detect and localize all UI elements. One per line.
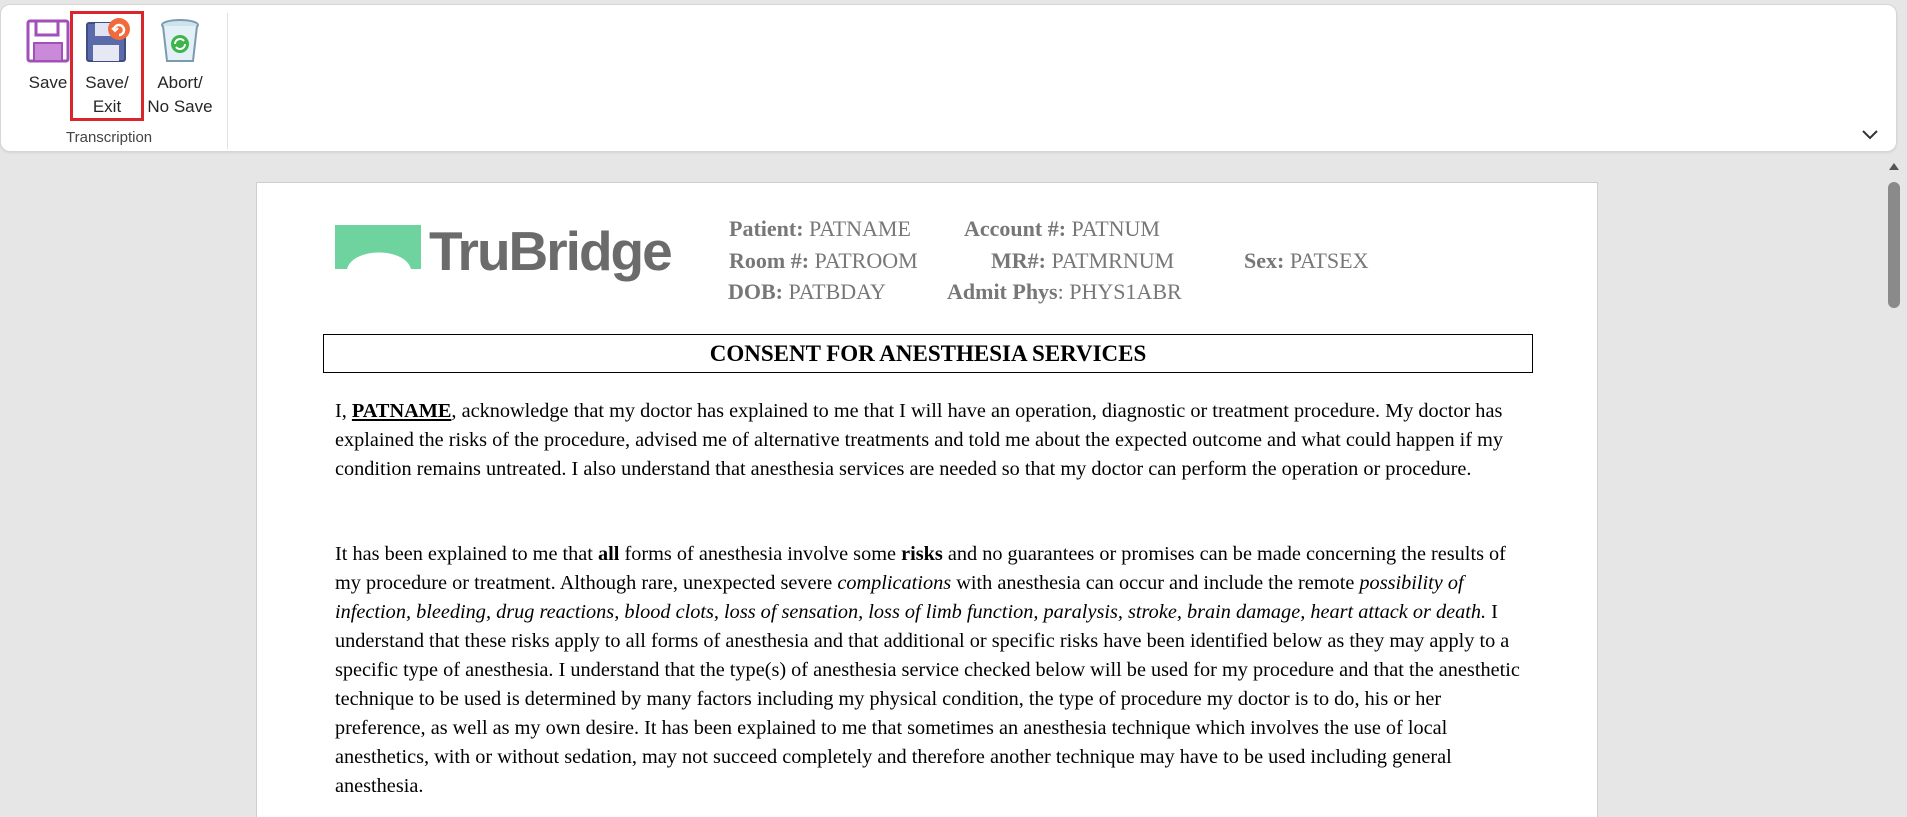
account-field	[964, 216, 1160, 242]
abort-label-2: No Save	[147, 97, 213, 116]
room-field	[729, 248, 918, 274]
admit-value: : PHYS1ABR	[1057, 279, 1182, 304]
document-viewport	[0, 152, 1907, 817]
abort-label-1: Abort/	[157, 73, 203, 92]
patient-label: Patient:	[729, 216, 804, 241]
p1-text-start: I,	[335, 400, 352, 422]
scrollbar-thumb[interactable]	[1888, 182, 1900, 308]
dob-label: DOB:	[728, 279, 783, 304]
floppy-disk-exit-icon	[83, 17, 131, 65]
room-label: Room #:	[729, 248, 810, 273]
p2-text-5: I understand that these risks apply to all forms of anesthesia and that additional or specific risks have been identified below as they may apply to a specific type of anesthesia. I understand that the type(s) of anesthesia service checked below will be used for my procedure and that the anesthetic technique to be used is determined by many factors including my physical condition, the type of procedure my doctor is to do, his or her preference, as well as my own desire. It has been explained to me that sometimes an anesthesia technique which involves the use of local anesthetics, with or without sedation, may not succeed completely and therefore another technique may have to be used including general anesthesia.	[335, 601, 1520, 797]
ribbon-group-separator	[227, 13, 228, 149]
sex-value: PATSEX	[1289, 248, 1369, 273]
logo-text: TruBridge	[429, 225, 671, 282]
trubridge-logo	[335, 225, 681, 283]
abort-no-save-button[interactable]	[142, 13, 218, 119]
p2-text-3: and no guarantees or promises can be made concerning the results of my procedure or treatment. Although rare, unexpected severe	[335, 543, 1506, 594]
document-title: CONSENT FOR ANESTHESIA SERVICES	[323, 334, 1533, 373]
ribbon-toolbar	[0, 4, 1897, 152]
p2-text-4: with anesthesia can occur and include the remote	[951, 572, 1360, 594]
dob-value: PATBDAY	[788, 279, 886, 304]
room-value: PATROOM	[814, 248, 918, 273]
patient-field	[729, 216, 911, 242]
dob-field	[728, 279, 886, 305]
patient-value: PATNAME	[809, 216, 911, 241]
ribbon-group-label: Transcription	[66, 129, 153, 146]
save-label: Save	[28, 73, 68, 92]
p1-text-rest: , acknowledge that my doctor has explained to me that I will have an operation, diagnostic or treatment procedure. My doctor has explained the risks of the procedure, advised me of alternative treatments and told me about the expected outcome and what could happen if my condition remains untreated. I also understand that anesthesia services are needed so that my doctor can perform the operation or procedure.	[335, 400, 1504, 480]
save-exit-label-2: Exit	[92, 97, 122, 116]
save-exit-label-1: Save/	[85, 73, 129, 92]
p2-bold-risks: risks	[901, 543, 943, 565]
consent-paragraph-1	[335, 397, 1535, 484]
consent-paragraph-2	[335, 540, 1535, 801]
p2-text-1: It has been explained to me that	[335, 543, 599, 565]
p2-bold-all: all	[598, 543, 620, 565]
floppy-disk-icon	[24, 17, 72, 65]
admit-phys-field	[947, 279, 1182, 305]
patient-name-field: PATNAME	[351, 400, 452, 422]
save-exit-button[interactable]	[72, 13, 142, 119]
mr-field	[991, 248, 1174, 274]
sex-field	[1244, 248, 1369, 274]
chevron-down-icon[interactable]	[1860, 127, 1880, 143]
p2-italic-complications: complications	[837, 572, 952, 594]
account-label: Account #:	[964, 216, 1067, 241]
scroll-up-arrow-icon[interactable]	[1887, 160, 1901, 172]
mr-label: MR#:	[991, 248, 1046, 273]
account-value: PATNUM	[1071, 216, 1160, 241]
mr-value: PATMRNUM	[1051, 248, 1175, 273]
sex-label: Sex:	[1244, 248, 1285, 273]
document-page	[256, 182, 1598, 817]
p2-italic-risk-list: possibility of infection, bleeding, drug reactions, blood clots, loss of sensation, loss of limb function, paralysis, stroke, brain damage, heart attack or death.	[335, 572, 1487, 623]
admit-label: Admit Phys	[947, 279, 1058, 304]
recycle-bin-icon	[156, 17, 204, 65]
p2-text-2: forms of anesthesia involve some	[619, 543, 902, 565]
